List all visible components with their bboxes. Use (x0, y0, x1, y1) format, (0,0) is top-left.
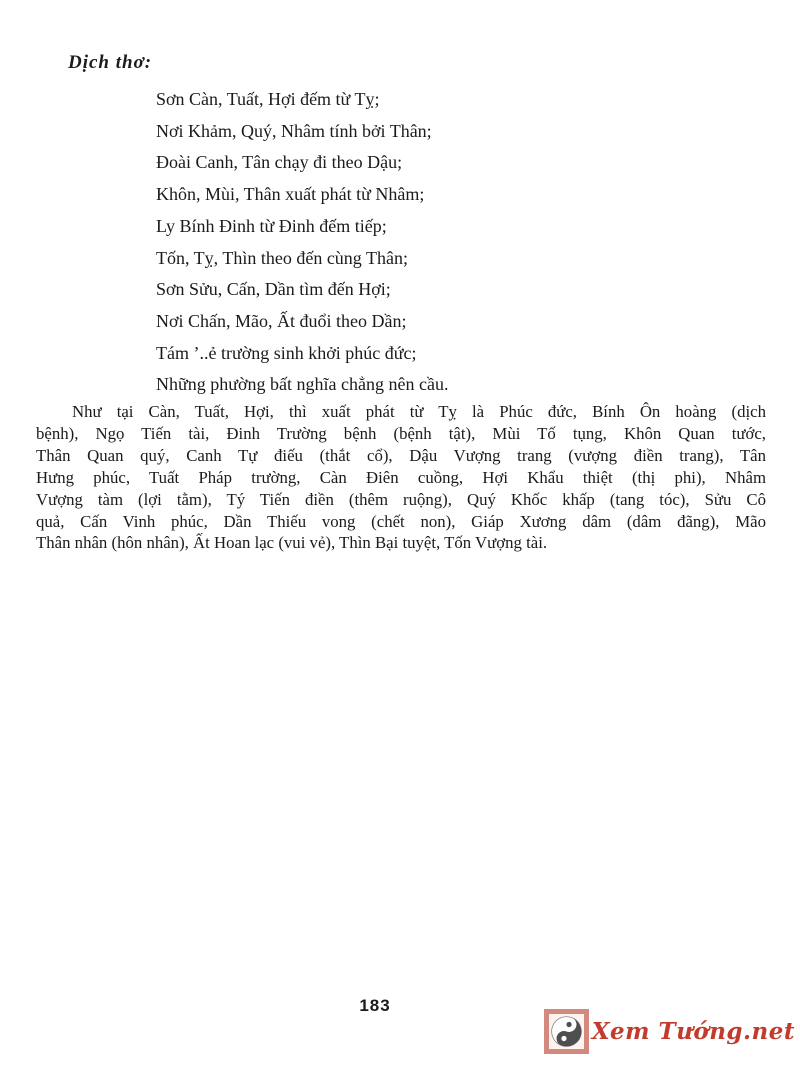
poem-line: Tốn, Tỵ, Thìn theo đến cùng Thân; (156, 247, 408, 268)
poem-line: Những phường bất nghĩa chẳng nên cầu. (156, 374, 449, 395)
poem-line: Sơn Càn, Tuất, Hợi đếm từ Tỵ; (156, 89, 380, 109)
poem-line: Tám ’..ẻ trường sinh khởi phúc đức; (156, 342, 417, 363)
paragraph-line: Vượng tàm (lợi tằm), Tý Tiến điền (thêm ruộng), Quý Khốc khấp (tang tóc), Sửu Cô (36, 489, 766, 509)
poem-line: Nơi Chấn, Mão, Ất đuổi theo Dần; (156, 310, 407, 331)
paragraph-line: Thân Quan quý, Canh Tự điếu (thắt cổ), Dậu Vượng trang (vượng điền trang), Tân (36, 445, 766, 465)
site-watermark (544, 1009, 795, 1054)
section-heading: Dịch thơ: (68, 52, 153, 73)
poem-line: Đoài Canh, Tân chạy đi theo Dậu; (156, 152, 403, 173)
paragraph-line: Hưng phúc, Tuất Pháp trường, Càn Điên cuồng, Hợi Khẩu thiệt (thị phi), Nhâm (36, 467, 766, 487)
yin-yang-icon (544, 1009, 589, 1054)
watermark-text: Xem Tướng.net (591, 1018, 795, 1045)
paragraph-line: Như tại Càn, Tuất, Hợi, thì xuất phát từ Tỵ là Phúc đức, Bính Ôn hoàng (dịch (72, 402, 766, 421)
paragraph-line: quả, Cấn Vinh phúc, Dần Thiếu vong (chết non), Giáp Xương dâm (dâm đãng), Mão (36, 511, 766, 531)
paragraph-line: Thân nhân (hôn nhân), Ất Hoan lạc (vui vẻ), Thìn Bại tuyệt, Tốn Vượng tài. (36, 533, 548, 553)
paragraph-line: bệnh), Ngọ Tiến tài, Đinh Trường bệnh (bệnh tật), Mùi Tố tụng, Khôn Quan tước, (36, 423, 766, 443)
page-number: 183 (359, 996, 391, 1015)
poem-line: Khôn, Mùi, Thân xuất phát từ Nhâm; (156, 184, 425, 205)
poem-line: Sơn Sửu, Cấn, Dần tìm đến Hợi; (156, 279, 391, 300)
poem-line: Nơi Khảm, Quý, Nhâm tính bởi Thân; (156, 120, 432, 141)
poem-block (156, 84, 448, 401)
poem-line: Ly Bính Đinh từ Đinh đếm tiếp; (156, 215, 387, 236)
paragraph-block (36, 401, 766, 554)
